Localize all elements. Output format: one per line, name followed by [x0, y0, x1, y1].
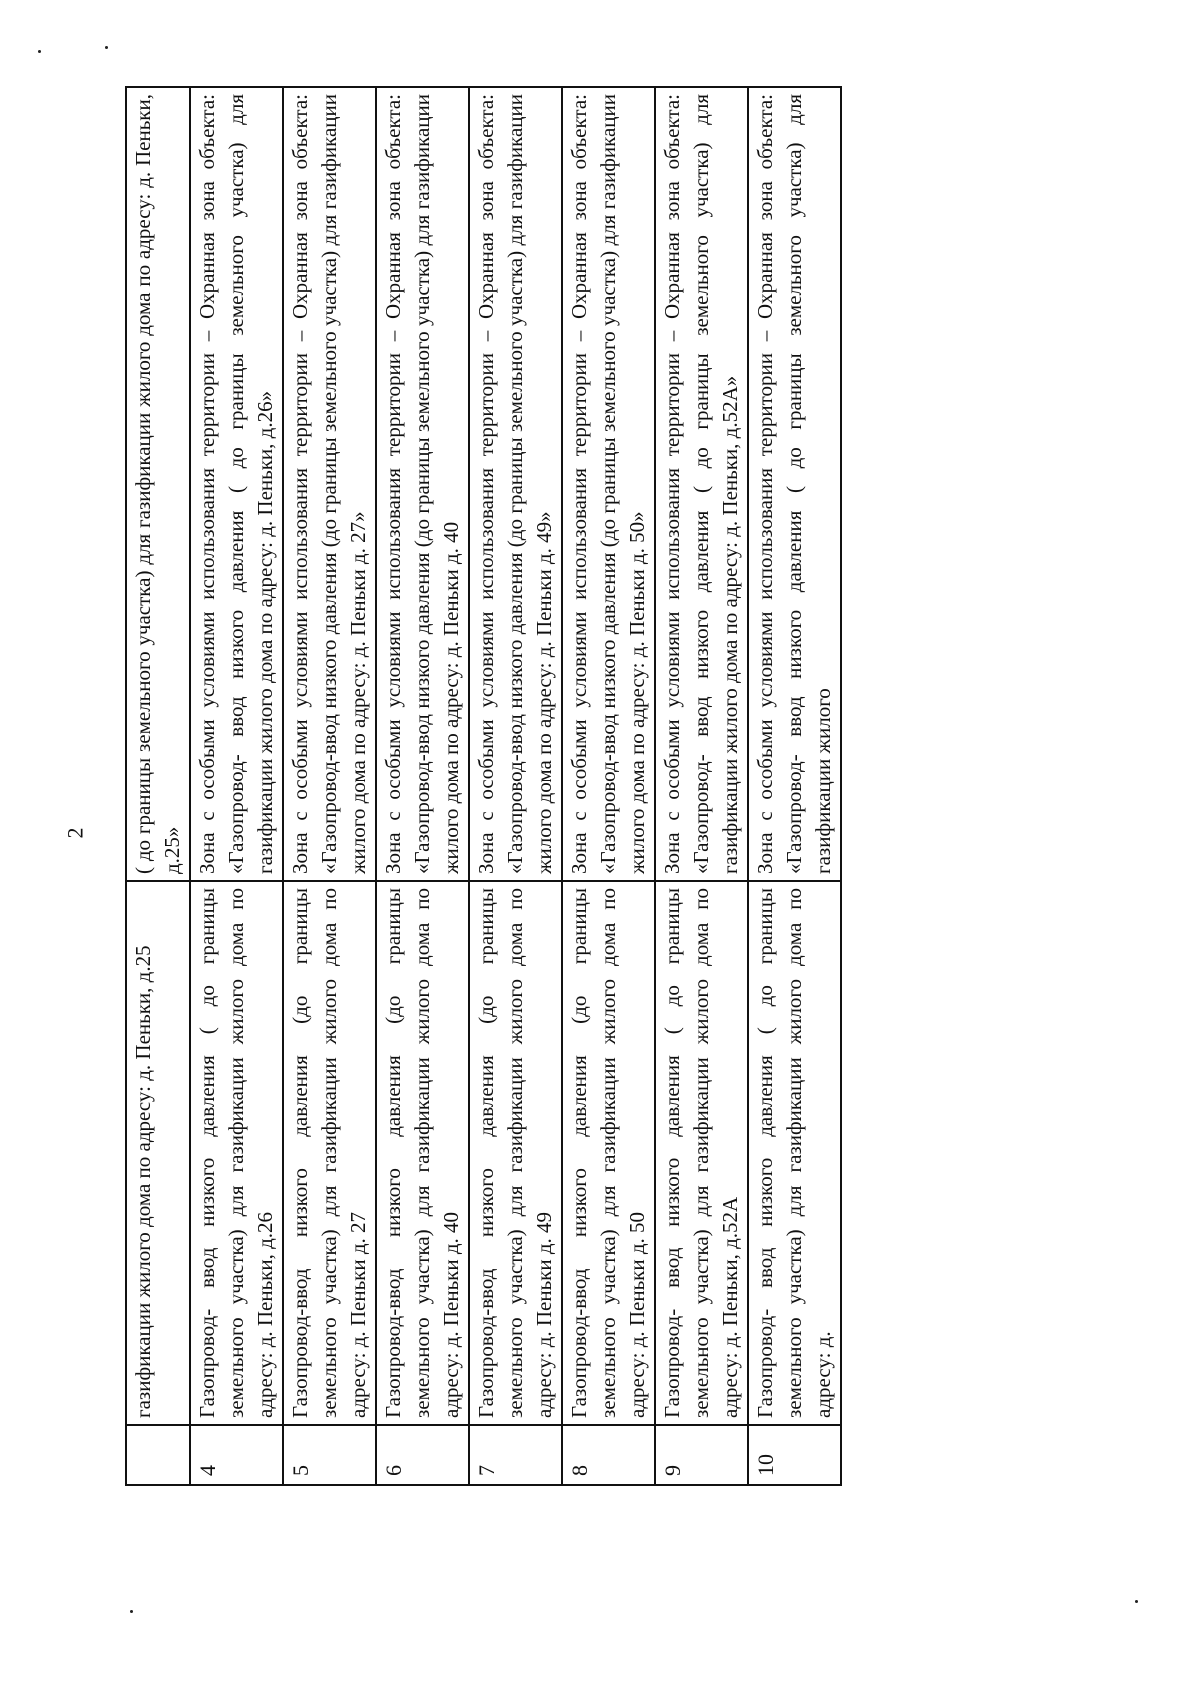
object-cell: Газопровод-ввод низкого давления (до границы земельного участка) для газификации жилого дома по адресу: д. Пеньки д. 49 — [469, 881, 562, 1425]
object-cell: газификации жилого дома по адресу: д. Пеньки, д.25 — [126, 881, 190, 1425]
zone-cell: Зона с особыми условиями использования территории – Охранная зона объекта: «Газопровод-ввод низкого давления (до границы земельного участка) для газификации жилого дома по адресу: д. Пеньки д. 40 — [376, 87, 469, 881]
zone-cell: Зона с особыми условиями использования территории – Охранная зона объекта: «Газопровод- ввод низкого давления ( до границы земельного участка) для газификации жилого дома по адресу: д. Пеньки, д.26» — [190, 87, 283, 881]
table-row — [126, 87, 190, 1485]
scan-speck — [38, 50, 41, 53]
table-row — [748, 87, 841, 1485]
table-row — [469, 87, 562, 1485]
page-number: 2 — [62, 827, 88, 839]
row-number: 6 — [376, 1425, 469, 1485]
object-cell: Газопровод-ввод низкого давления (до границы земельного участка) для газификации жилого дома по адресу: д. Пеньки д. 27 — [283, 881, 376, 1425]
row-number: 4 — [190, 1425, 283, 1485]
scan-speck — [130, 1610, 133, 1613]
object-cell: Газопровод-ввод низкого давления (до границы земельного участка) для газификации жилого дома по адресу: д. Пеньки д. 40 — [376, 881, 469, 1425]
zone-cell: Зона с особыми условиями использования территории – Охранная зона объекта: «Газопровод-ввод низкого давления (до границы земельного участка) для газификации жилого дома по адресу: д. Пеньки д. 50» — [562, 87, 655, 881]
scan-speck — [1135, 1600, 1138, 1603]
rotated-table-container — [125, 86, 995, 1486]
table-row — [283, 87, 376, 1485]
gas-pipeline-zones-table — [125, 86, 842, 1486]
zone-cell: Зона с особыми условиями использования территории – Охранная зона объекта: «Газопровод-ввод низкого давления (до границы земельного участка) для газификации жилого дома по адресу: д. Пеньки д. 49» — [469, 87, 562, 881]
object-cell: Газопровод- ввод низкого давления ( до границы земельного участка) для газификации жилого дома по адресу: д. — [748, 881, 841, 1425]
row-number: 7 — [469, 1425, 562, 1485]
zone-cell: Зона с особыми условиями использования территории – Охранная зона объекта: «Газопровод-ввод низкого давления (до границы земельного участка) для газификации жилого дома по адресу: д. Пеньки д. 27» — [283, 87, 376, 881]
table-row — [376, 87, 469, 1485]
table-row — [562, 87, 655, 1485]
zone-cell: Зона с особыми условиями использования территории – Охранная зона объекта: «Газопровод- ввод низкого давления ( до границы земельного участка) для газификации жилого — [748, 87, 841, 881]
row-number: 10 — [748, 1425, 841, 1485]
document-page — [125, 86, 995, 1486]
zone-cell: Зона с особыми условиями использования территории – Охранная зона объекта: «Газопровод- ввод низкого давления ( до границы земельного участка) для газификации жилого дома по адресу: д. Пеньки, д.52А» — [655, 87, 748, 881]
table-row — [190, 87, 283, 1485]
object-cell: Газопровод- ввод низкого давления ( до границы земельного участка) для газификации жилого дома по адресу: д. Пеньки, д.26 — [190, 881, 283, 1425]
row-number: 9 — [655, 1425, 748, 1485]
row-number: 5 — [283, 1425, 376, 1485]
table-body — [126, 87, 841, 1485]
object-cell: Газопровод-ввод низкого давления (до границы земельного участка) для газификации жилого дома по адресу: д. Пеньки д. 50 — [562, 881, 655, 1425]
row-number — [126, 1425, 190, 1485]
object-cell: Газопровод- ввод низкого давления ( до границы земельного участка) для газификации жилого дома по адресу: д. Пеньки, д.52А — [655, 881, 748, 1425]
zone-cell: ( до границы земельного участка) для газификации жилого дома по адресу: д. Пеньки, д.25» — [126, 87, 190, 881]
table-row — [655, 87, 748, 1485]
row-number: 8 — [562, 1425, 655, 1485]
scan-speck — [105, 46, 108, 49]
